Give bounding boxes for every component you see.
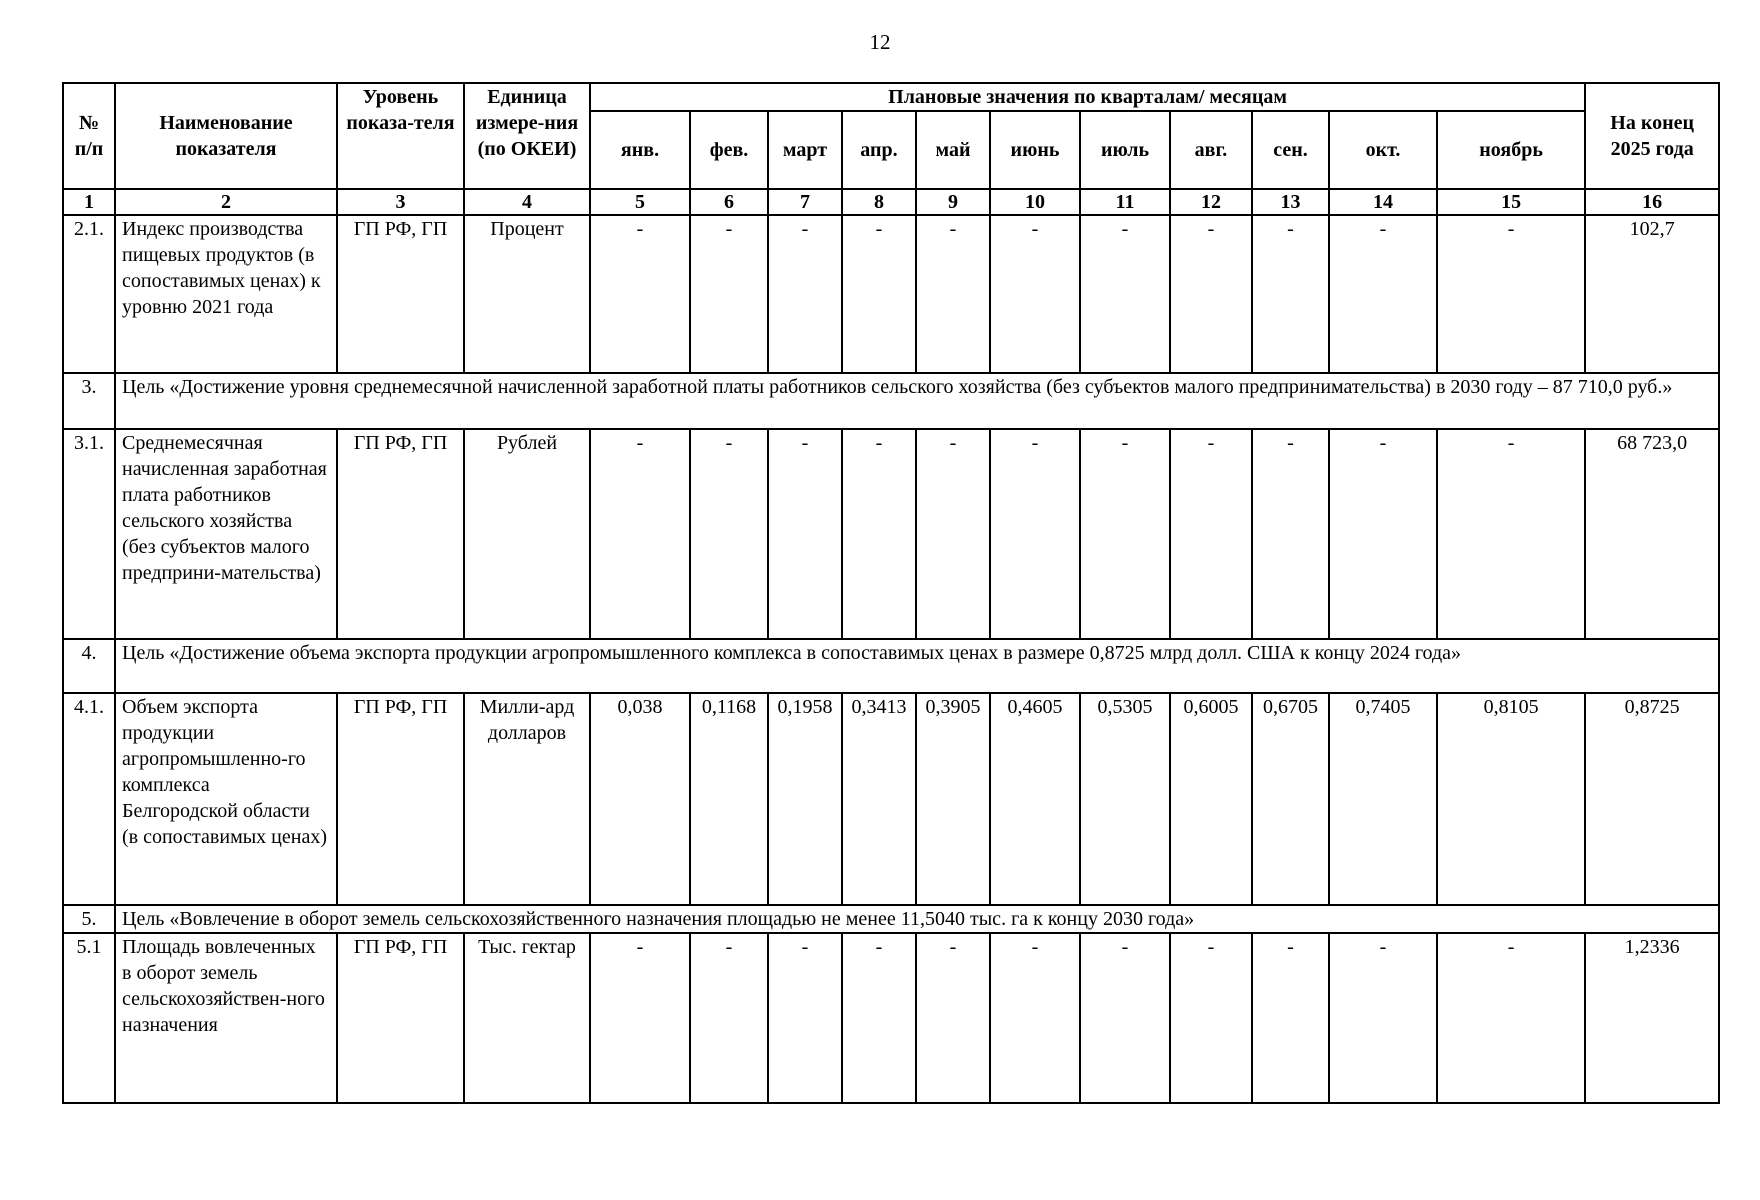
header-end: На конец 2025 года [1585, 83, 1719, 189]
header-month: июль [1080, 111, 1170, 189]
month-value: - [768, 429, 842, 639]
row-number: 4.1. [63, 693, 115, 905]
column-number: 7 [768, 189, 842, 215]
month-value: - [1437, 429, 1585, 639]
end-value: 0,8725 [1585, 693, 1719, 905]
month-value: - [1080, 933, 1170, 1103]
column-number: 1 [63, 189, 115, 215]
header-month: окт. [1329, 111, 1437, 189]
header-month: июнь [990, 111, 1080, 189]
header-level: Уровень показа-теля [337, 83, 464, 189]
indicator-unit: Тыс. гектар [464, 933, 590, 1103]
goal-number: 3. [63, 373, 115, 429]
month-value: 0,3413 [842, 693, 916, 905]
header-month: ноябрь [1437, 111, 1585, 189]
indicator-level: ГП РФ, ГП [337, 429, 464, 639]
month-value: 0,6705 [1252, 693, 1329, 905]
month-value: - [768, 215, 842, 373]
month-value: - [1252, 933, 1329, 1103]
month-value: - [916, 933, 990, 1103]
table-row-4-1 [63, 693, 1719, 905]
row-number: 2.1. [63, 215, 115, 373]
indicator-unit: Процент [464, 215, 590, 373]
table-row-2-1 [63, 215, 1719, 373]
month-value: - [690, 429, 768, 639]
month-value: 0,4605 [990, 693, 1080, 905]
month-value: 0,8105 [1437, 693, 1585, 905]
header-unit: Единица измере-ния (по ОКЕИ) [464, 83, 590, 189]
indicator-name: Площадь вовлеченных в оборот земель сельскохозяйствен-ного назначения [115, 933, 337, 1103]
header-month: март [768, 111, 842, 189]
goal-text: Цель «Достижение объема экспорта продукции агропромышленного комплекса в сопоставимых ценах в размере 0,8725 млрд долл. США к концу 2024 года» [115, 639, 1719, 693]
row-number: 5.1 [63, 933, 115, 1103]
indicator-level: ГП РФ, ГП [337, 933, 464, 1103]
column-number: 6 [690, 189, 768, 215]
end-value: 102,7 [1585, 215, 1719, 373]
column-number: 9 [916, 189, 990, 215]
goal-text: Цель «Достижение уровня среднемесячной начисленной заработной платы работников сельского хозяйства (без субъектов малого предпринимательства) в 2030 году – 87 710,0 руб.» [115, 373, 1719, 429]
column-number: 11 [1080, 189, 1170, 215]
end-value: 68 723,0 [1585, 429, 1719, 639]
month-value: 0,038 [590, 693, 690, 905]
column-number: 15 [1437, 189, 1585, 215]
month-value: - [1329, 215, 1437, 373]
indicator-level: ГП РФ, ГП [337, 215, 464, 373]
header-month: фев. [690, 111, 768, 189]
month-value: - [1437, 215, 1585, 373]
column-number: 2 [115, 189, 337, 215]
month-value: - [842, 215, 916, 373]
month-value: - [1252, 429, 1329, 639]
month-value: - [1080, 429, 1170, 639]
goal-row-5 [63, 905, 1719, 933]
column-number: 3 [337, 189, 464, 215]
month-value: - [990, 933, 1080, 1103]
month-value: - [916, 215, 990, 373]
month-value: 0,7405 [1329, 693, 1437, 905]
month-value: - [690, 933, 768, 1103]
column-number: 4 [464, 189, 590, 215]
header-plan-group: Плановые значения по кварталам/ месяцам [590, 83, 1585, 111]
indicator-unit: Рублей [464, 429, 590, 639]
month-value: - [1170, 933, 1252, 1103]
month-value: - [1329, 933, 1437, 1103]
month-value: - [1080, 215, 1170, 373]
indicator-level: ГП РФ, ГП [337, 693, 464, 905]
month-value: - [590, 215, 690, 373]
column-number: 16 [1585, 189, 1719, 215]
table-row-5-1 [63, 933, 1719, 1103]
month-value: - [690, 215, 768, 373]
indicator-name: Среднемесячная начисленная заработная плата работников сельского хозяйства (без субъектов малого предприни-мательства) [115, 429, 337, 639]
column-number: 5 [590, 189, 690, 215]
goal-text: Цель «Вовлечение в оборот земель сельскохозяйственного назначения площадью не менее 11,5040 тыс. га к концу 2030 года» [115, 905, 1719, 933]
end-value: 1,2336 [1585, 933, 1719, 1103]
month-value: - [1252, 215, 1329, 373]
month-value: - [1170, 215, 1252, 373]
indicator-name: Объем экспорта продукции агропромышленно-го комплекса Белгородской области (в сопоставимых ценах) [115, 693, 337, 905]
month-value: 0,6005 [1170, 693, 1252, 905]
month-value: 0,3905 [916, 693, 990, 905]
goal-row-3 [63, 373, 1719, 429]
month-value: - [842, 933, 916, 1103]
month-value: - [1437, 933, 1585, 1103]
month-value: - [842, 429, 916, 639]
header-num: № п/п [63, 83, 115, 189]
goal-row-4 [63, 639, 1719, 693]
month-value: - [768, 933, 842, 1103]
header-month: апр. [842, 111, 916, 189]
month-value: 0,1168 [690, 693, 768, 905]
month-value: - [916, 429, 990, 639]
column-number: 12 [1170, 189, 1252, 215]
goal-number: 5. [63, 905, 115, 933]
column-number: 14 [1329, 189, 1437, 215]
month-value: - [990, 429, 1080, 639]
header-row-top [63, 83, 1719, 111]
column-number: 13 [1252, 189, 1329, 215]
indicator-unit: Милли-ард долларов [464, 693, 590, 905]
header-month: май [916, 111, 990, 189]
page-number: 12 [869, 30, 891, 54]
column-number: 10 [990, 189, 1080, 215]
header-month: авг. [1170, 111, 1252, 189]
header-month: янв. [590, 111, 690, 189]
header-month: сен. [1252, 111, 1329, 189]
month-value: 0,5305 [1080, 693, 1170, 905]
indicators-table [62, 82, 1720, 1104]
header-name: Наименование показателя [115, 83, 337, 189]
row-number: 3.1. [63, 429, 115, 639]
goal-number: 4. [63, 639, 115, 693]
month-value: - [590, 933, 690, 1103]
month-value: 0,1958 [768, 693, 842, 905]
month-value: - [590, 429, 690, 639]
column-numbers-row [63, 189, 1719, 215]
column-number: 8 [842, 189, 916, 215]
indicator-name: Индекс производства пищевых продуктов (в сопоставимых ценах) к уровню 2021 года [115, 215, 337, 373]
month-value: - [990, 215, 1080, 373]
month-value: - [1170, 429, 1252, 639]
month-value: - [1329, 429, 1437, 639]
table-row-3-1 [63, 429, 1719, 639]
